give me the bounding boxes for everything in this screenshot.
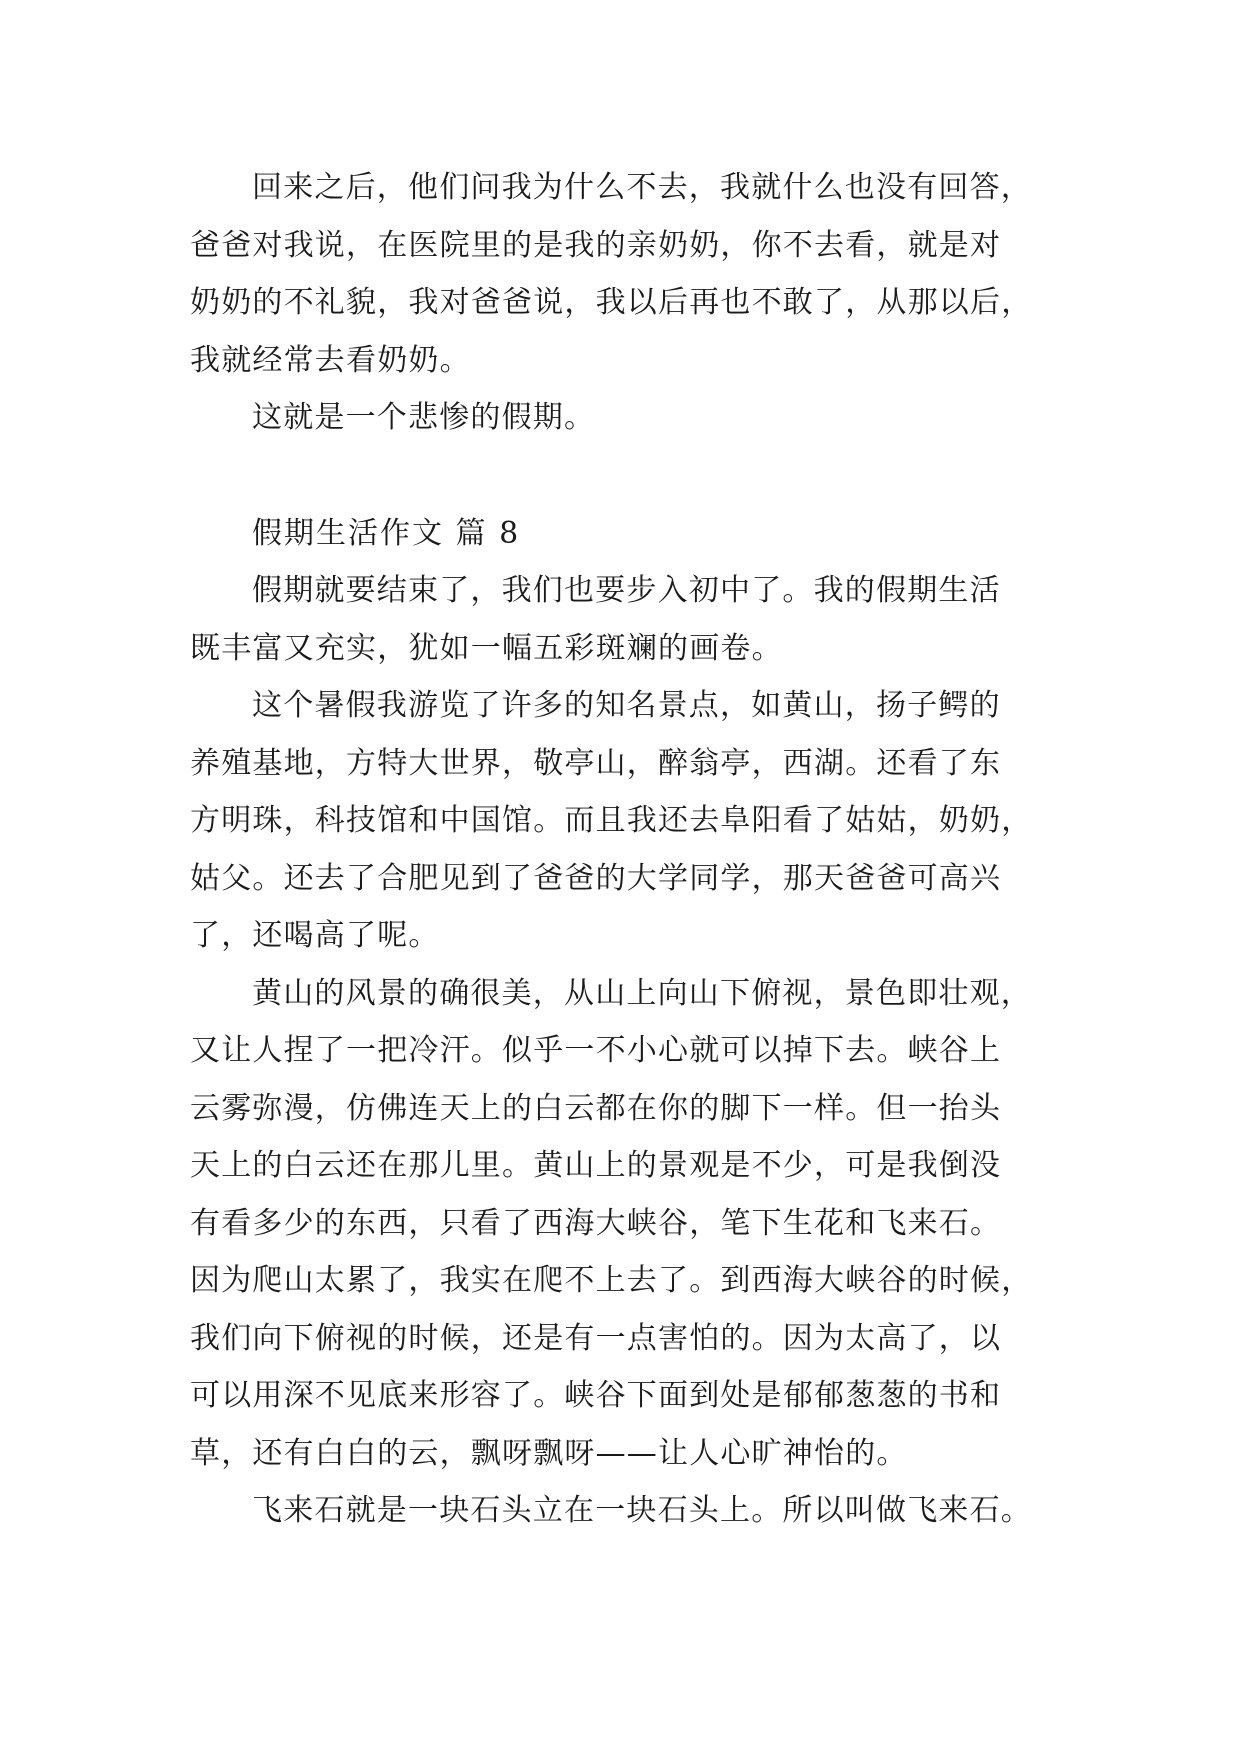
paragraph-line: 有看多少的东西，只看了西海大峡谷，笔下生花和飞来石。 <box>190 1206 1002 1241</box>
paragraph-line: 云雾弥漫，仿佛连天上的白云都在你的脚下一样。但一抬头 <box>190 1091 1002 1126</box>
paragraph-line: 奶奶的不礼貌，我对爸爸说，我以后再也不敢了，从那以后， <box>190 285 1033 320</box>
paragraph-line: 姑父。还去了合肥见到了爸爸的大学同学，那天爸爸可高兴 <box>190 861 1002 896</box>
paragraph-line: 假期就要结束了，我们也要步入初中了。我的假期生活 <box>252 573 1001 608</box>
paragraph-line: 这个暑假我游览了许多的知名景点，如黄山，扬子鳄的 <box>252 688 1001 723</box>
paragraph-line: 养殖基地，方特大世界，敬亭山，醉翁亭，西湖。还看了东 <box>190 746 1002 781</box>
paragraph-line: 又让人捏了一把冷汗。似乎一不小心就可以掉下去。峡谷上 <box>190 1033 1002 1068</box>
paragraph-line: 草，还有白白的云，飘呀飘呀——让人心旷神怡的。 <box>190 1436 908 1471</box>
paragraph-line: 我就经常去看奶奶。 <box>190 343 471 378</box>
paragraph-line: 因为爬山太累了，我实在爬不上去了。到西海大峡谷的时候， <box>190 1263 1033 1298</box>
paragraph-line: 了，还喝高了呢。 <box>190 918 440 953</box>
paragraph-line: 爸爸对我说，在医院里的是我的亲奶奶，你不去看，就是对 <box>190 228 1002 263</box>
paragraph-line: 这就是一个悲惨的假期。 <box>252 400 596 435</box>
paragraph-line: 回来之后，他们问我为什么不去，我就什么也没有回答， <box>252 170 1032 205</box>
paragraph-line: 我们向下俯视的时候，还是有一点害怕的。因为太高了，以 <box>190 1321 1002 1356</box>
paragraph-line: 飞来石就是一块石头立在一块石头上。所以叫做飞来石。 <box>252 1493 1032 1528</box>
paragraph-line: 天上的白云还在那儿里。黄山上的景观是不少，可是我倒没 <box>190 1148 1002 1183</box>
section-heading: 假期生活作文 篇 8 <box>252 516 521 551</box>
paragraph-line: 方明珠，科技馆和中国馆。而且我还去阜阳看了姑姑，奶奶， <box>190 803 1033 838</box>
paragraph-line: 可以用深不见底来形容了。峡谷下面到处是郁郁葱葱的书和 <box>190 1378 1002 1413</box>
paragraph-line: 既丰富又充实，犹如一幅五彩斑斓的画卷。 <box>190 631 783 666</box>
paragraph-line: 黄山的风景的确很美，从山上向山下俯视，景色即壮观， <box>252 976 1032 1011</box>
